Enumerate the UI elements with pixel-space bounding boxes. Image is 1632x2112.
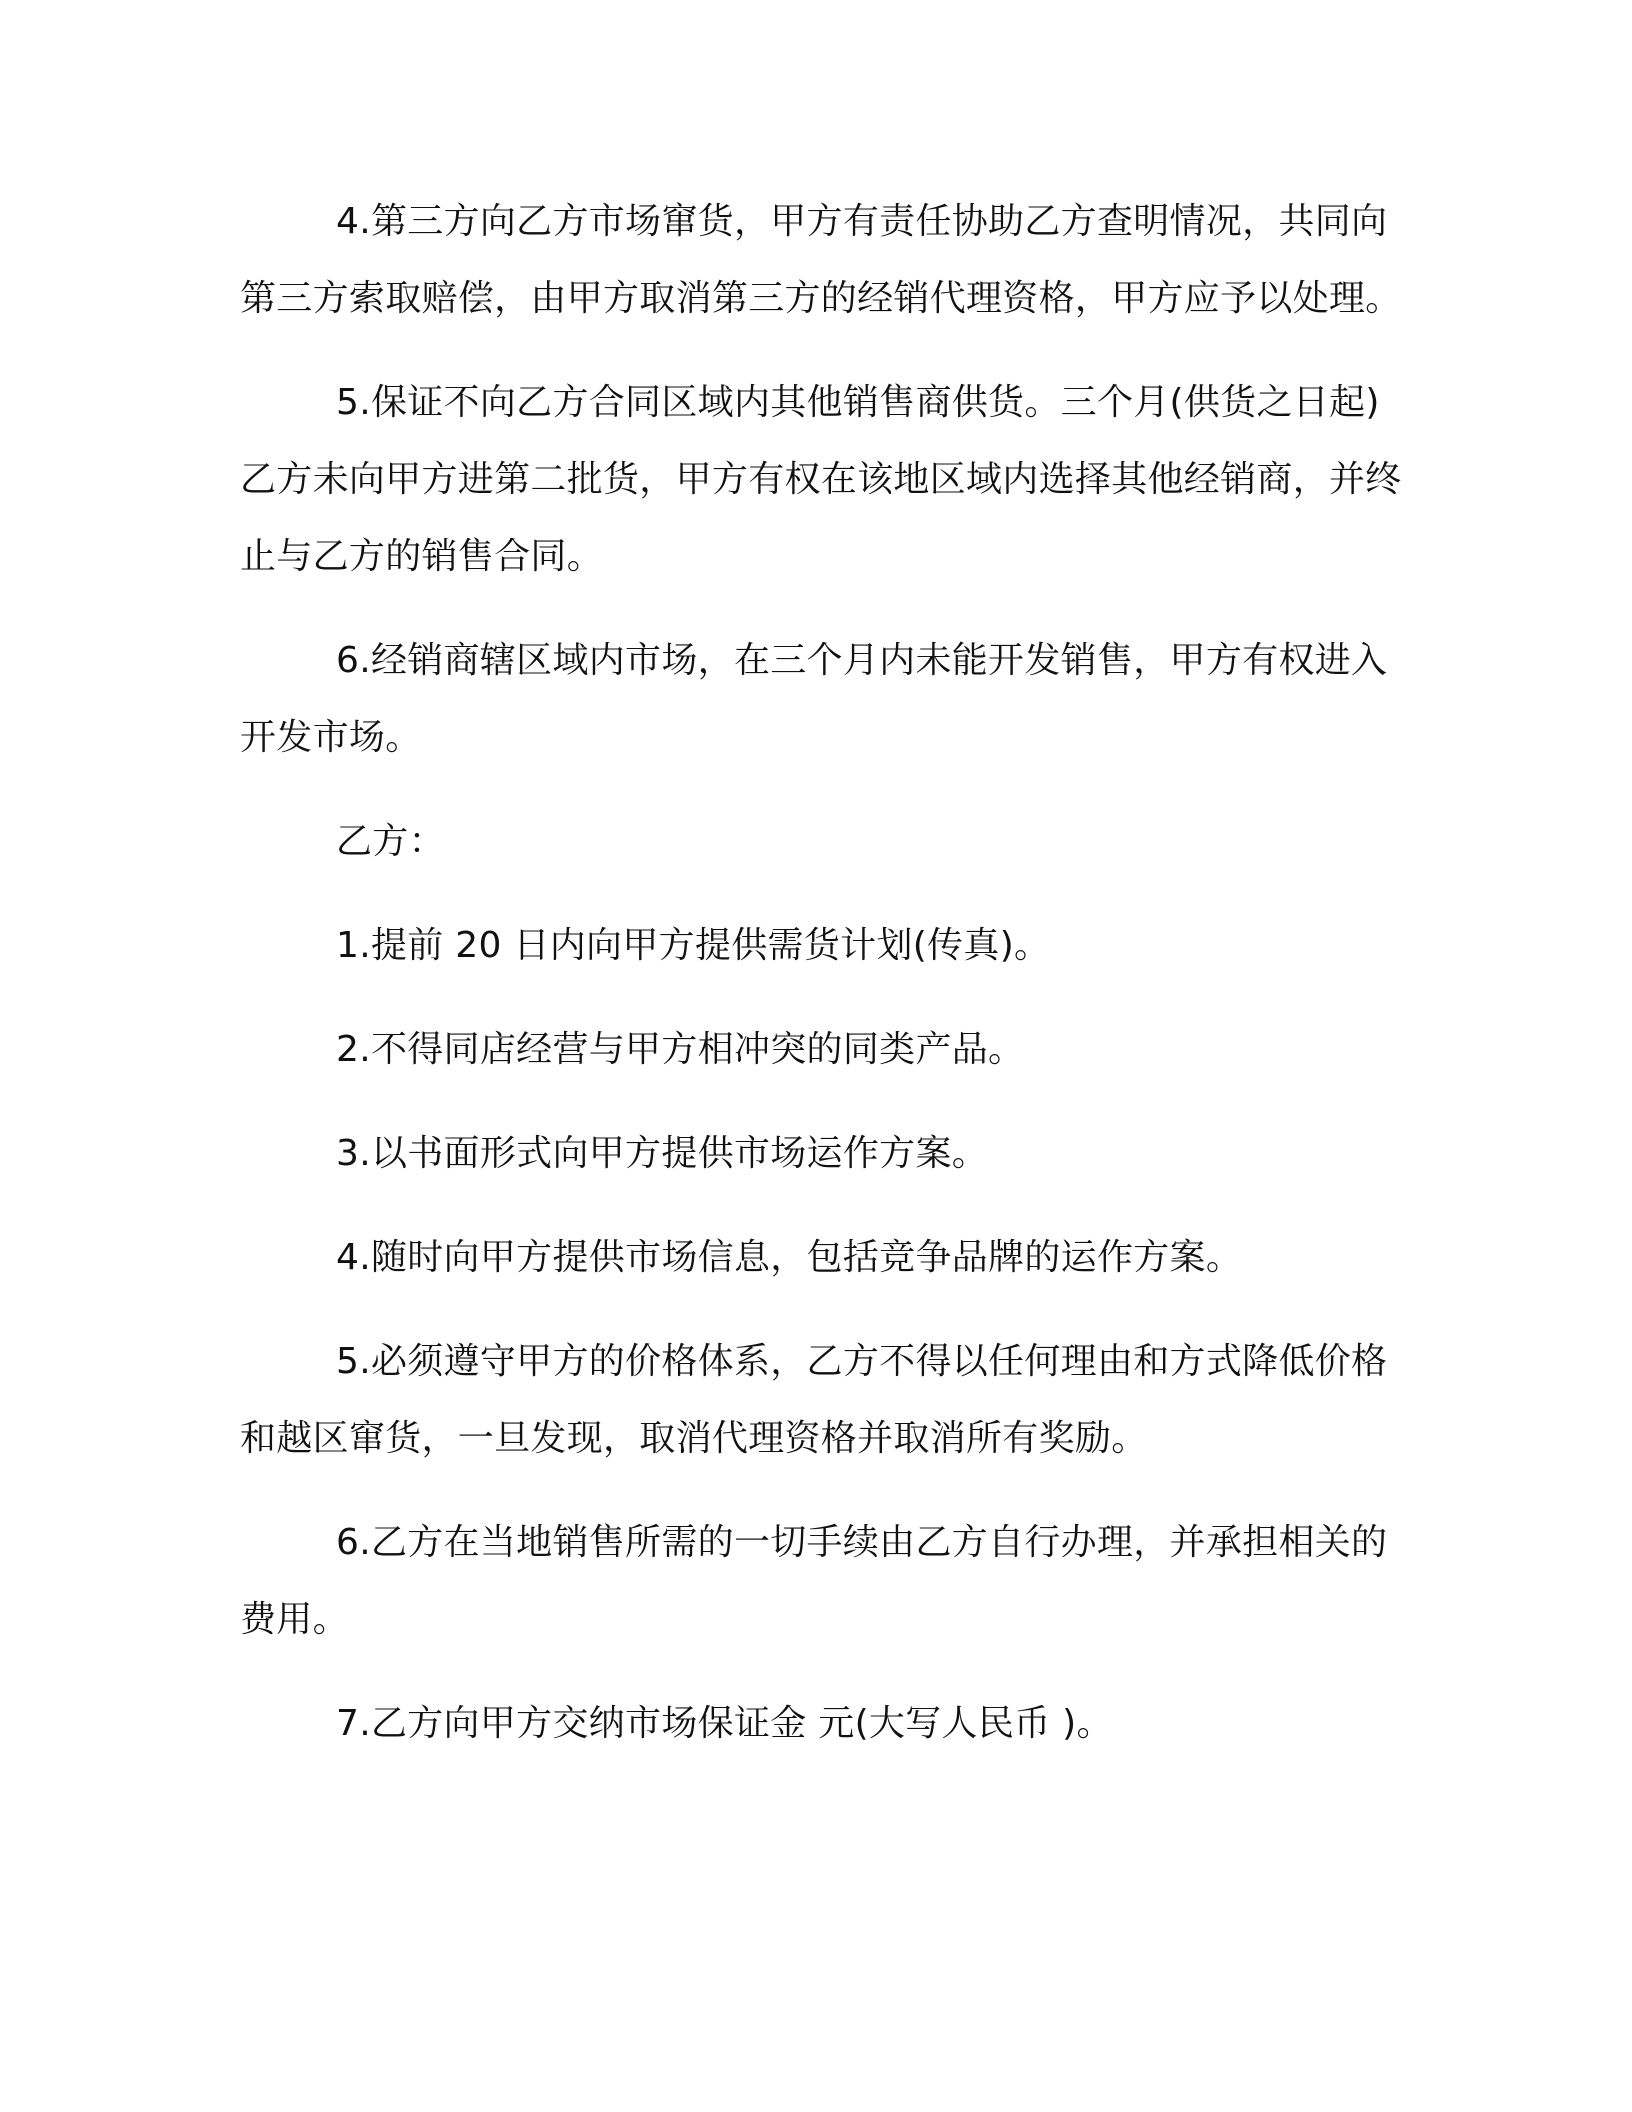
clause-4-third-party-cross-selling: 4.第三方向乙方市场窜货，甲方有责任协助乙方查明情况，共同向第三方索取赔偿，由甲方取消第三方的经销代理资格，甲方应予以处理。 [240, 201, 1402, 319]
clause-5-exclusive-supply: 5.保证不向乙方合同区域内其他销售商供货。三个月(供货之日起)乙方未向甲方进第二批货，甲方有权在该地区域内选择其他经销商，并终止与乙方的销售合同。 [240, 382, 1402, 577]
clause-6-market-development: 6.经销商辖区域内市场，在三个月内未能开发销售，甲方有权进入开发市场。 [240, 640, 1388, 758]
party-b-clause-7: 7.乙方向甲方交纳市场保证金 元(大写人民币 )。 [336, 1703, 1113, 1744]
party-b-clause-2: 2.不得同店经营与甲方相冲突的同类产品。 [336, 1029, 1025, 1070]
document-body [240, 183, 1410, 1789]
party-b-clause-4: 4.随时向甲方提供市场信息，包括竞争品牌的运作方案。 [336, 1237, 1243, 1278]
party-b-clause-5: 5.必须遵守甲方的价格体系，乙方不得以任何理由和方式降低价格和越区窜货，一旦发现，取消代理资格并取消所有奖励。 [240, 1341, 1388, 1459]
party-b-clause-3: 3.以书面形式向甲方提供市场运作方案。 [336, 1133, 989, 1174]
party-b-clause-6: 6.乙方在当地销售所需的一切手续由乙方自行办理，并承担相关的费用。 [240, 1522, 1388, 1640]
party-b-clause-1: 1.提前 20 日内向甲方提供需货计划(传真)。 [336, 925, 1051, 966]
party-b-heading: 乙方： [336, 821, 445, 862]
